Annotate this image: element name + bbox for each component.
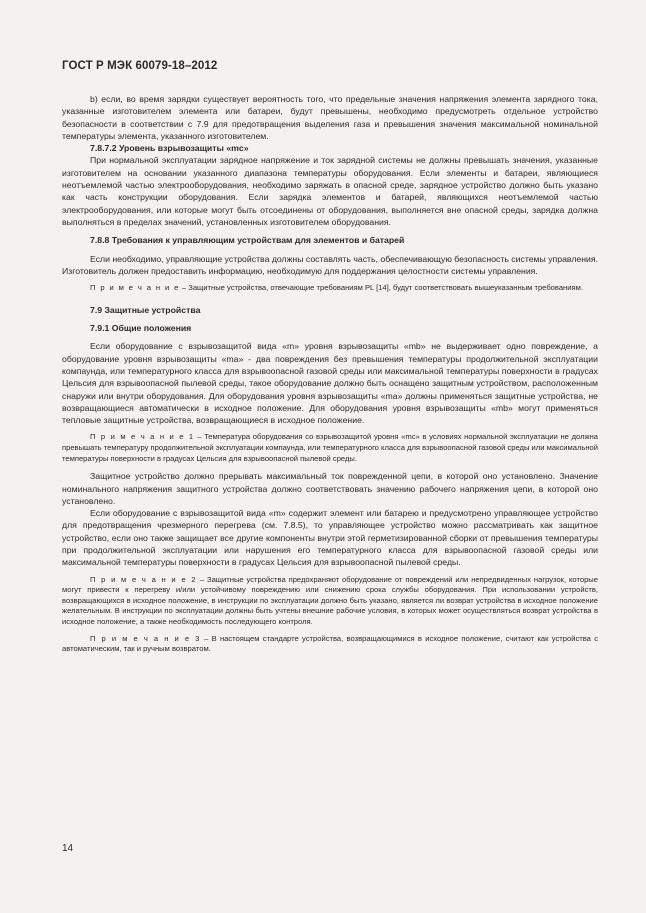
page-number: 14 [62,843,74,854]
note-text: – Температура оборудования со взрывозащитой уровня «mc» в условиях нормальной эксплуатации не должна превышать температуру продолжительной эксплуатации компаунда, или температурного класса для взрывоопасной газовой среды или максимальной температуры поверхности в градусах Цельсия для взрывоопасной пылевой среды. [62,432,598,463]
note-3 [62,634,598,655]
note-1 [62,432,598,464]
page-header: ГОСТ Р МЭК 60079-18–2012 [62,60,218,72]
paragraph-protection-general: Если оборудование с взрывозащитой вида «m» уровня взрывозащиты «mb» не выдерживает одно повреждение, а оборудование уровня взрывозащиты «ma» - два повреждения без превышения температуры продолжительной эксплуатации компаунда, или температурного класса для взрывоопасной газовой среды или максимальной температуры поверхности в градусах Цельсия для взрывоопасной пылевой среды, такое оборудование должно быть оснащено защитным устройством, расположенным снаружи или внутри оборудования. Для оборудования уровня взрывозащиты «ma» должны применяться защитные устройства, не возвращающиеся автоматически в исходное положение. Для оборудования уровня взрывозащиты «mb» могут применяться тепловые защитные устройства, возвращающиеся в исходное положение. [62,341,598,426]
note-label: П р и м е ч а н и е [90,283,180,293]
note-label: П р и м е ч а н и е 3 [90,633,201,643]
heading-7-8-8: 7.8.8 Требования к управляющим устройствам для элементов и батарей [90,235,405,246]
note-text: – Защитные устройства предохраняют оборудование от повреждений или непредвиденных нагрузок, которые могут привести к перегреву и/или устойчивому повреждению или снижению срока службы оборудования. При использовании устройств, возвращающихся в исходное положение, в инструкции по эксплуатации должно быть указано, является ли возврат устройства в исходное положение желательным. В инструкции по эксплуатации должны быть учтены внешние рабочие условия, в которых может осуществляться возврат устройства в исходное положение, а также необходимость последующего контроля. [62,574,598,626]
note-2 [62,575,598,628]
note-label: П р и м е ч а н и е 1 [90,432,195,442]
page-content [62,93,598,655]
paragraph-mc-charging: При нормальной эксплуатации зарядное напряжение и ток зарядной системы не должны превышать значения, указанные изготовителем на основании указанного диапазона температуры оборудования. Если элементы и батареи, являющиеся неотъемлемой частью электрооборудования, необходимо заряжать в опасной среде, зарядное устройство должно быть указано как часть конструкции оборудования. Если зарядка элементов и батарей, являющихся неотъемлемой частью электрооборудования, или которые могут быть отсоединены от оборудования, выполняется вне опасной среды, зарядка должна выполняться в пределах значений, установленных изготовителем оборудования. [62,155,598,227]
heading-7-9-1: 7.9.1 Общие положения [90,323,192,334]
paragraph-b: b) если, во время зарядки существует вероятность того, что предельные значения напряжения элемента зарядного тока, указанные изготовителем элемента или батареи, будут превышены, необходимо предусмотреть отдельное устройство безопасности в соответствии с 7.9 для предотвращения выделения газа и превышения значения максимальной номинальной температуры элемента, указанного изготовителем. [62,94,598,141]
paragraph-battery-control: Если оборудование с взрывозащитой вида «m» содержит элемент или батарею и предусмотрено управляющее устройство для предотвращения чрезмерного перегрева (см. 7.8.5), то управляющее устройство можно рассматривать как защитное устройство, если оно также защищает все другие компоненты внутри этой герметизированной сборки от превышения температуры при продолжительной эксплуатации или нарушения его температурного класса для взрывоопасной газовой среды или максимальной температуры поверхности в градусах Цельсия для взрывоопасной пылевой среды. [62,508,598,568]
paragraph-control-devices: Если необходимо, управляющие устройства должны составлять часть, обеспечивающую безопасность системы управления. Изготовитель должен предоставить информацию, необходимую для поддержания целостности системы управления. [62,253,598,276]
heading-7-8-7-2: 7.8.7.2 Уровень взрывозащиты «mc» [90,143,249,154]
note-label: П р и м е ч а н и е 2 [90,574,197,584]
note-text: – Защитные устройства, отвечающие требованиям PL [14], будут соответствовать вышеуказанным требованиям. [179,283,583,293]
heading-7-9: 7.9 Защитные устройства [90,304,201,315]
paragraph-interrupt-current: Защитное устройство должно прерывать максимальный ток поврежденной цепи, в которой оно установлено. Значение номинального напряжения защитного устройства должно соответствовать значению рабочего напряжения цепи, в которой оно установлено. [62,471,598,506]
note-text: – В настоящем стандарте устройства, возвращающимися в исходное положение, считают как устройства с автоматическим, так и ручным возвратом. [62,633,598,654]
note-pl [62,283,598,294]
